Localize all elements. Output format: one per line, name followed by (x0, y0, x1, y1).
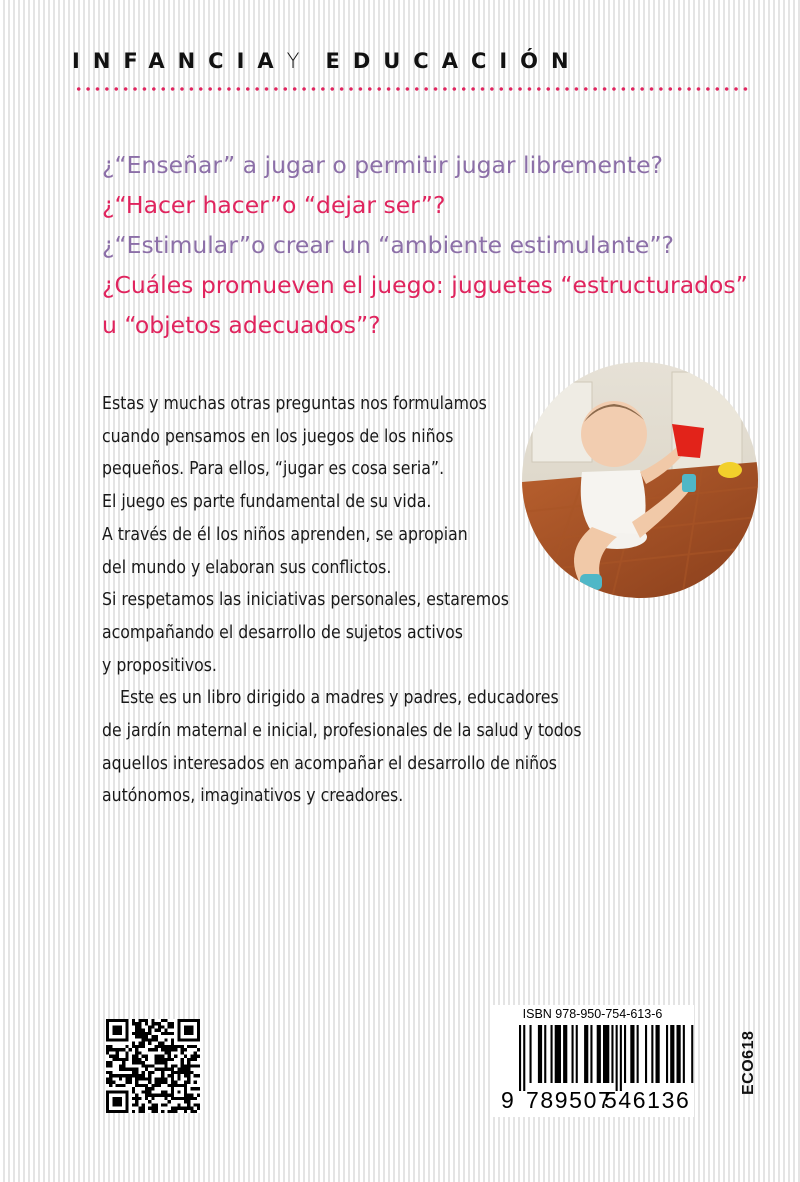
synopsis-line: El juego es parte fundamental de su vida. (102, 492, 432, 513)
question-4-line-2: u “objetos adecuados”? (102, 311, 381, 339)
synopsis-line: Este es un libro dirigido a madres y padres, educadores (120, 688, 559, 709)
synopsis-line: aquellos interesados en acompañar el desarrollo de niños (102, 753, 557, 774)
dotted-divider (74, 87, 752, 91)
synopsis-line: del mundo y elaboran sus conflictos. (102, 557, 392, 578)
barcode-bars (491, 1025, 694, 1093)
product-code: ECO618 (740, 1030, 757, 1095)
question-2: ¿“Hacer hacer”o “dejar ser”? (102, 191, 446, 219)
barcode-digit-group-1: 789507 (526, 1087, 613, 1113)
synopsis-line: pequeños. Para ellos, “jugar es cosa seria”. (102, 459, 445, 480)
question-4-line-1: ¿Cuáles promueven el juego: juguetes “estructurados” (102, 271, 748, 299)
synopsis-line: Si respetamos las iniciativas personales, estaremos (102, 590, 509, 611)
question-1: ¿“Enseñar” a jugar o permitir jugar libremente? (102, 151, 664, 179)
synopsis-line: de jardín maternal e inicial, profesionales de la salud y todos (102, 721, 582, 742)
qr-code (106, 1019, 200, 1113)
synopsis-line: Estas y muchas otras preguntas nos formulamos (102, 394, 487, 414)
synopsis-line: cuando pensamos en los juegos de los niños (102, 426, 454, 447)
isbn-label: ISBN 978-950-754-613-6 (522, 1007, 663, 1021)
synopsis-line: y propositivos. (102, 655, 217, 676)
series-word-infancia: INFANCIA (72, 49, 287, 73)
synopsis-line: autónomos, imaginativos y creadores. (102, 786, 404, 807)
synopsis-line: A través de él los niños aprenden, se apropian (102, 524, 468, 545)
isbn-barcode (491, 1005, 694, 1117)
series-connector: Y (286, 49, 313, 73)
series-word-educacion: EDUCACIÓN (325, 49, 582, 73)
baby-playing-photo (522, 362, 758, 598)
question-list (102, 145, 762, 345)
series-title (72, 46, 752, 76)
question-3: ¿“Estimular”o crear un “ambiente estimulante”? (102, 231, 674, 259)
synopsis-line: acompañando el desarrollo de sujetos activos (102, 622, 463, 643)
barcode-digits (491, 1087, 694, 1113)
barcode-digit-first: 9 (501, 1087, 514, 1113)
barcode-digit-group-2: 546136 (604, 1087, 691, 1113)
